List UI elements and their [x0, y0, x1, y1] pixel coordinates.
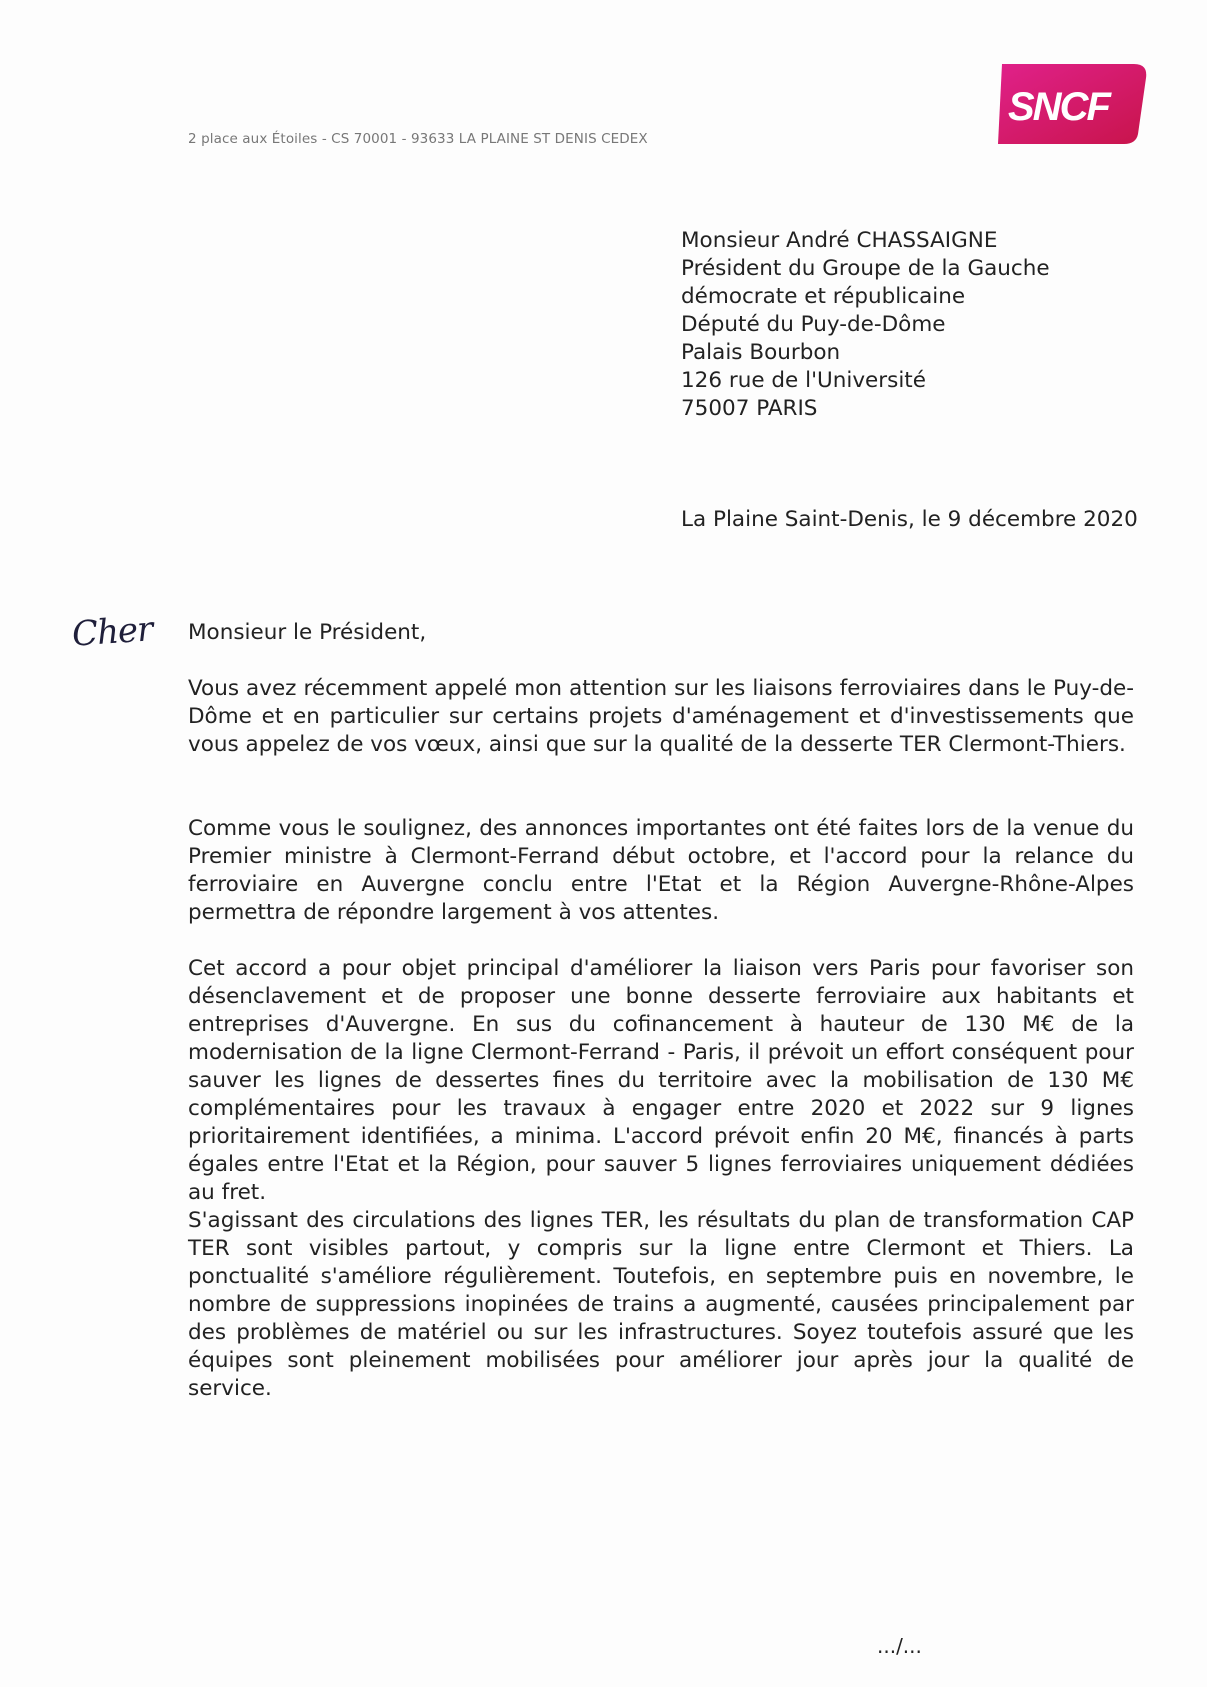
page-continuation-marker: .../...: [877, 1634, 922, 1658]
handwritten-note: Cher: [70, 609, 154, 655]
svg-text:SNCF: SNCF: [1008, 85, 1109, 129]
recipient-line: Député du Puy-de-Dôme: [681, 312, 946, 337]
body-paragraph: Vous avez récemment appelé mon attention sur les liaisons ferroviaires dans le Puy-de-Dôme et en particulier sur certains projets d'aménagement et d'investissements que vous appelez de vos vœux, ainsi que sur la qualité de la desserte TER Clermont-Thiers.: [188, 676, 1134, 757]
recipient-address-block: [681, 227, 1050, 423]
recipient-line: Monsieur André CHASSAIGNE: [681, 228, 998, 253]
recipient-line: 75007 PARIS: [681, 396, 818, 421]
body-paragraph: Comme vous le soulignez, des annonces importantes ont été faites lors de la venue du Premier ministre à Clermont-Ferrand début octobre, et l'accord pour la relance du ferroviaire en Auvergne conclu entre l'Etat et la Région Auvergne-Rhône-Alpes permettra de répondre largement à vos attentes.: [188, 816, 1134, 925]
recipient-line: démocrate et républicaine: [681, 284, 966, 309]
recipient-line: Président du Groupe de la Gauche: [681, 256, 1050, 281]
sender-address: 2 place aux Étoiles - CS 70001 - 93633 LA PLAINE ST DENIS CEDEX: [188, 131, 648, 147]
recipient-line: Palais Bourbon: [681, 340, 841, 365]
salutation: Monsieur le Président,: [188, 620, 427, 645]
body-paragraph: Cet accord a pour objet principal d'améliorer la liaison vers Paris pour favoriser son désenclavement et de proposer une bonne desserte ferroviaire aux habitants et entreprises d'Auvergne. En sus du cofinancement à hauteur de 130 M€ de la modernisation de la ligne Clermont-Ferrand - Paris, il prévoit un effort conséquent pour sauver les lignes de dessertes fines du territoire avec la mobilisation de 130 M€ complémentaires pour les travaux à engager entre 2020 et 2022 sur 9 lignes prioritairement identifiées, a minima. L'accord prévoit enfin 20 M€, financés à parts égales entre l'Etat et la Région, pour sauver 5 lignes ferroviaires uniquement dédiées au fret.: [188, 956, 1134, 1205]
body-paragraph: S'agissant des circulations des lignes TER, les résultats du plan de transformation CAP TER sont visibles partout, y compris sur la ligne entre Clermont et Thiers. La ponctualité s'améliore régulièrement. Toutefois, en septembre puis en novembre, le nombre de suppressions inopinées de trains a augmenté, causées principalement par des problèmes de matériel ou sur les infrastructures. Soyez toutefois assuré que les équipes sont pleinement mobilisées pour améliorer jour après jour la qualité de service.: [188, 1208, 1134, 1401]
sncf-logo: [998, 64, 1148, 146]
date-line: La Plaine Saint-Denis, le 9 décembre 2020: [681, 507, 1138, 532]
sncf-logo-graphic: [998, 64, 1148, 146]
recipient-line: 126 rue de l'Université: [681, 368, 926, 393]
